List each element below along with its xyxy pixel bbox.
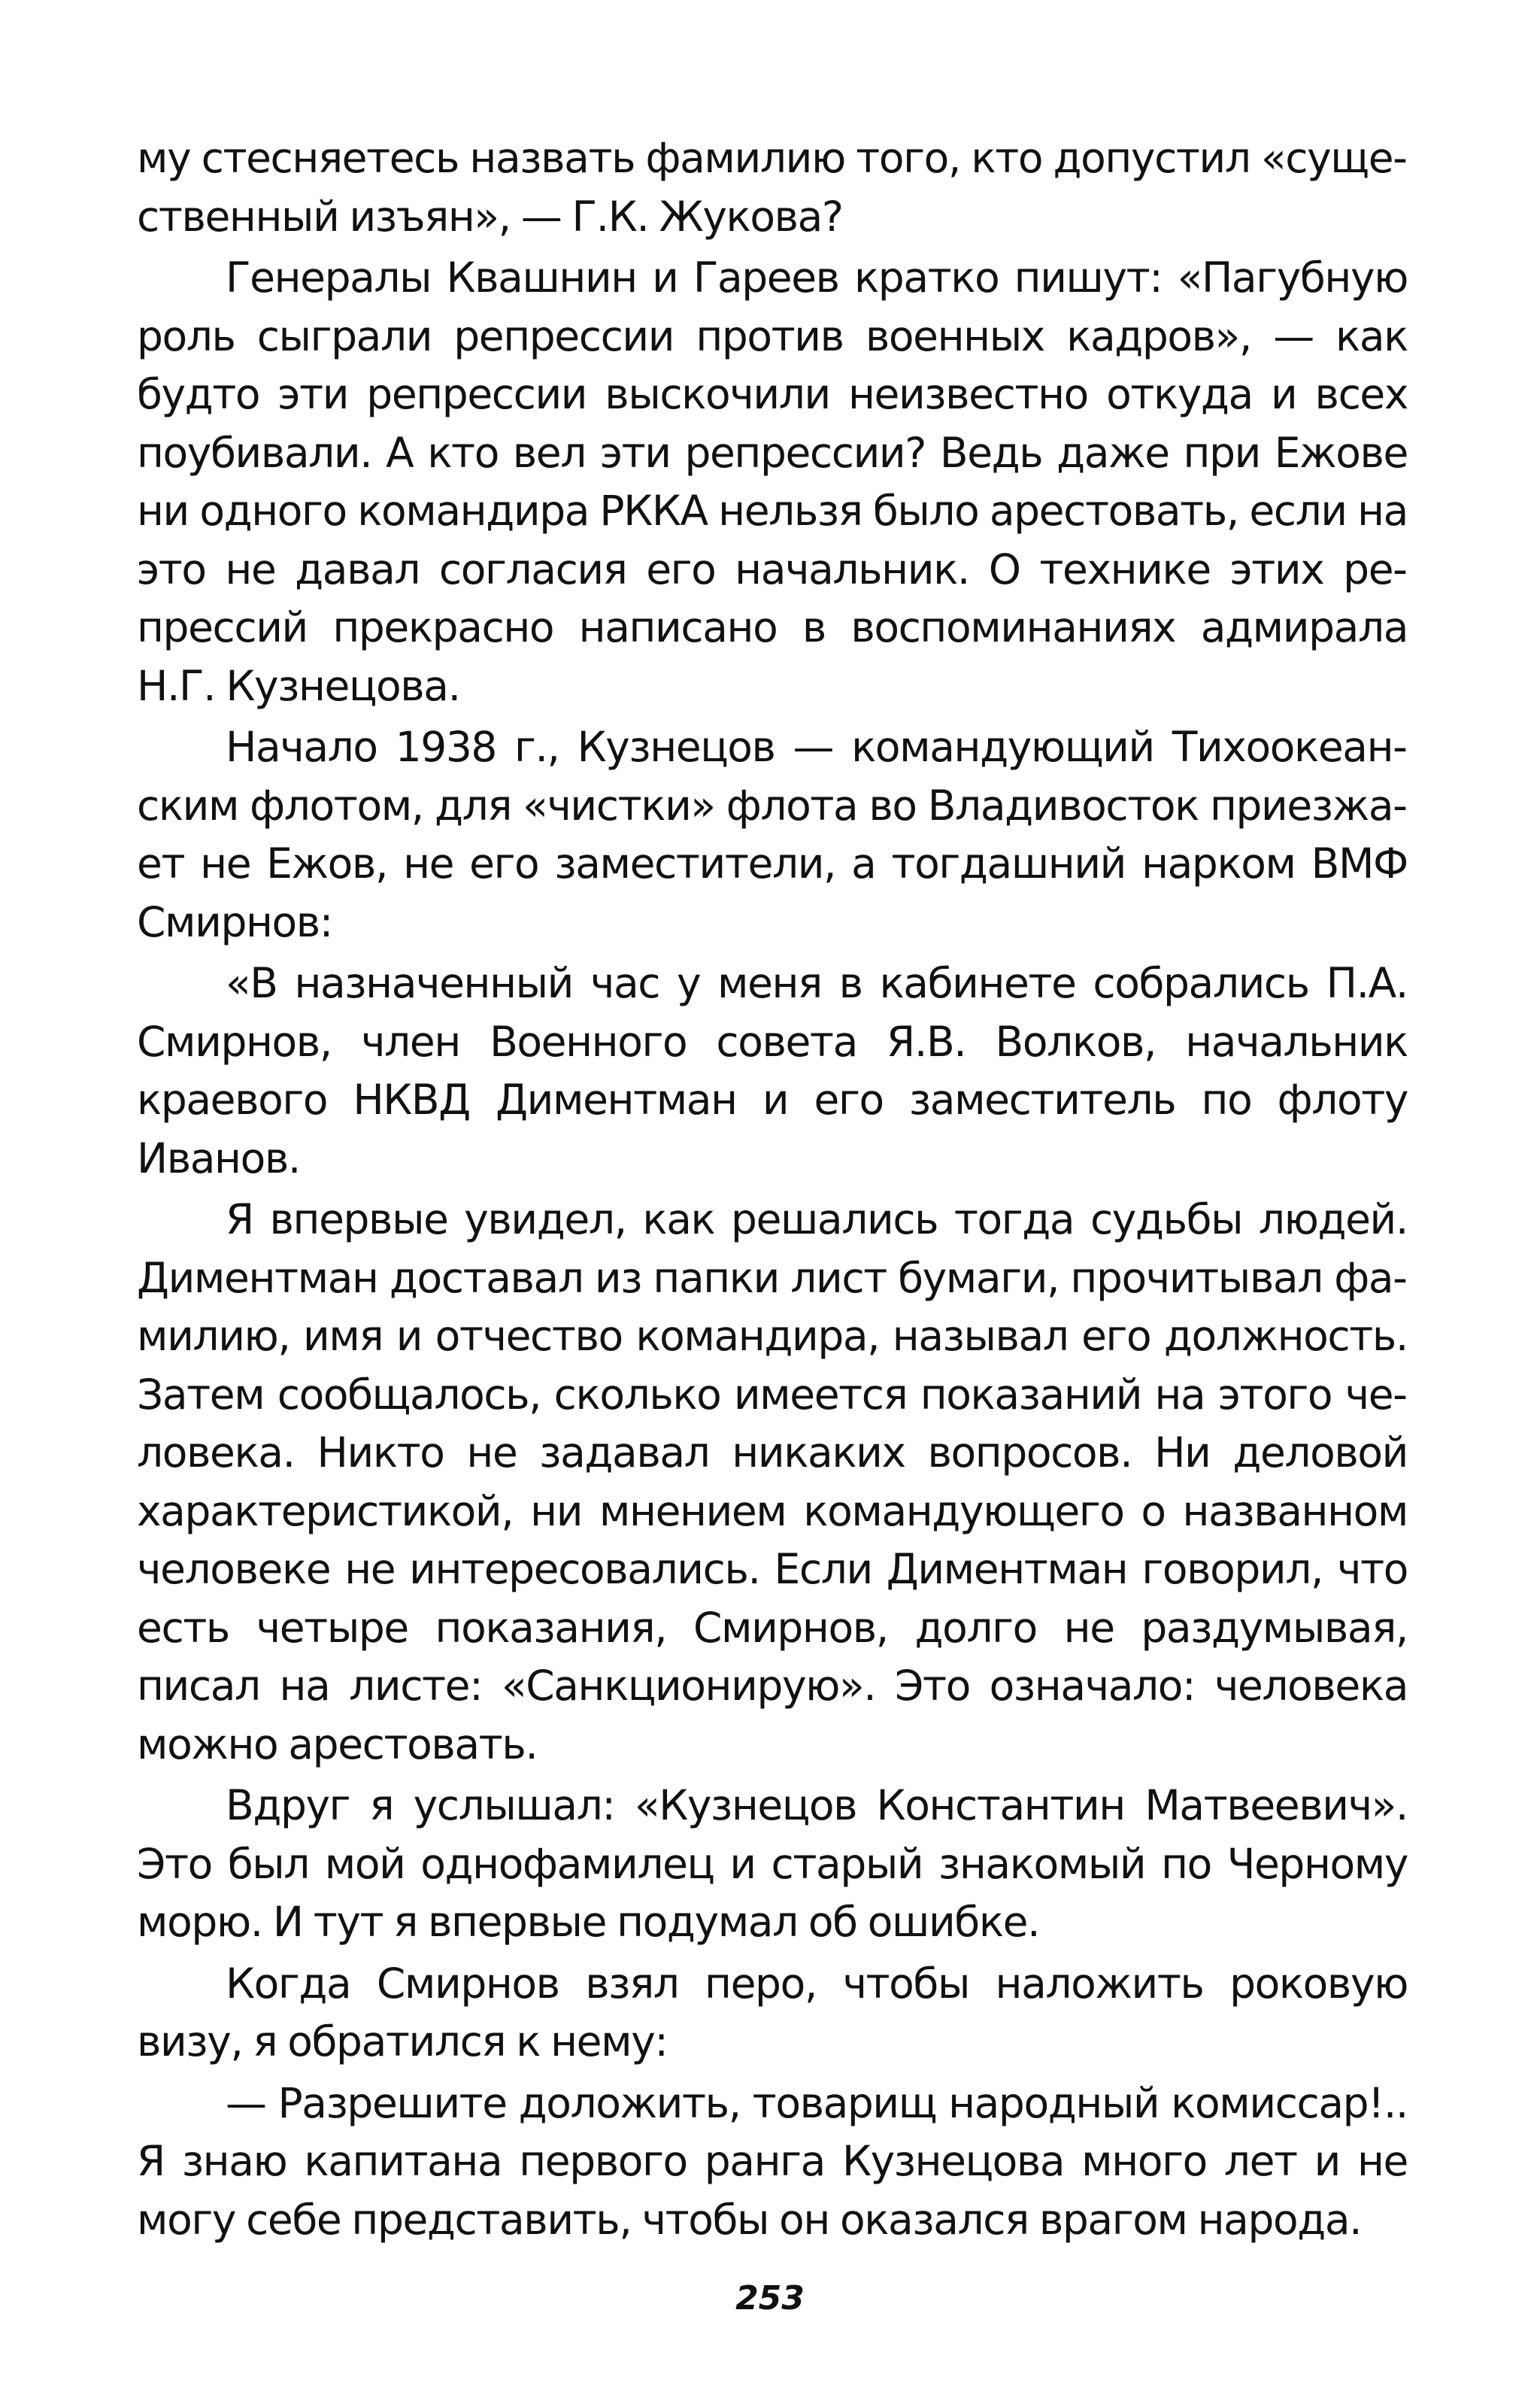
paragraph-4: «В назначенный час у меня в кабинете собрались П.А. Смирнов, член Военного совета Я.В. Волков, начальник краевого НКВД Диментман и его заместитель по флоту Иванов. [137, 959, 1408, 1182]
paragraph-2: Генералы Квашнин и Гареев кратко пишут: «Пагубную роль сыграли репрессии против военных кадров», — как будто эти репрессии выскочили неизвестно откуда и всех поубивали. А кто вел эти репрессии? Ведь даже при Ежове ни одного командира РККА нельзя было арестовать, если на это не давал согласия его начальник. О технике этих репрессий прекрасно написано в воспоминаниях адмирала Н.Г. Кузнецова. [137, 253, 1408, 710]
paragraph-1: му стесняетесь назвать фамилию того, кто допустил «существенный изъян», — Г.К. Жукова? [137, 134, 1408, 241]
paragraph-8: — Разрешите доложить, товарищ народный комиссар!.. Я знаю капитана первого ранга Кузнецова много лет и не могу себе представить, чтобы он оказался врагом народа. [137, 2078, 1408, 2244]
page-number: 253 [735, 2279, 805, 2317]
paragraph-6: Вдруг я услышал: «Кузнецов Константин Матвеевич». Это был мой однофамилец и старый знакомый по Черному морю. И тут я впервые подумал об ошибке. [137, 1781, 1408, 1946]
paragraph-3: Начало 1938 г., Кузнецов — командующий Тихоокеанским флотом, для «чистки» флота во Владивосток приезжает не Ежов, не его заместители, а тогдашний нарком ВМФ Смирнов: [137, 723, 1408, 946]
body-text [137, 129, 1408, 2249]
paragraph-5: Я впервые увидел, как решались тогда судьбы людей. Диментман доставал из папки лист бумаги, прочитывал фамилию, имя и отчество командира, называл его должность. Затем сообщалось, сколько имеется показаний на этого человека. Никто не задавал никаких вопросов. Ни деловой характеристикой, ни мнением командующего о названном человеке не интересовались. Если Диментман говорил, что есть четыре показания, Смирнов, долго не раздумывая, писал на листе: «Санкционирую». Это означало: человека можно арестовать. [137, 1195, 1408, 1768]
paragraph-7: Когда Смирнов взял перо, чтобы наложить роковую визу, я обратился к нему: [137, 1959, 1408, 2066]
